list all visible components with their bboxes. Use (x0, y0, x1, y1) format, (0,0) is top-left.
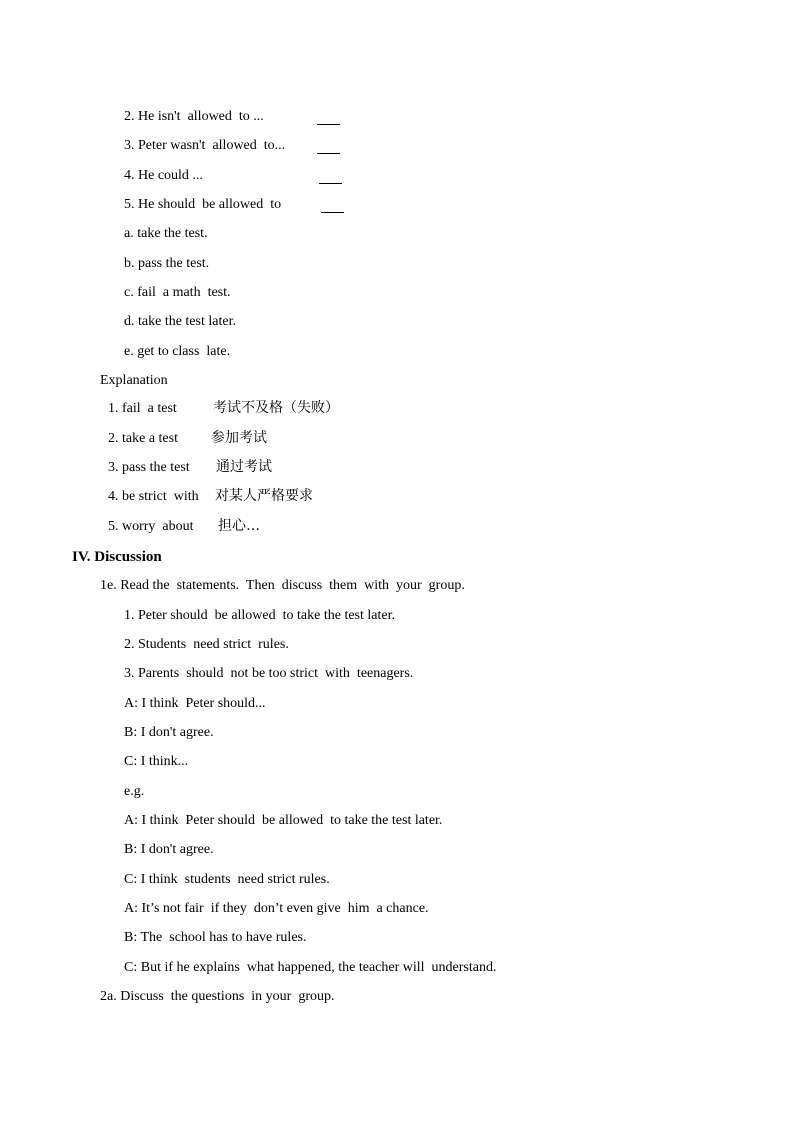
explanation-term: 4. be strict with (108, 489, 199, 504)
explanation-term: 3. pass the test (108, 460, 190, 475)
example-line: B: I don't agree. (124, 842, 214, 857)
statement: 3. Parents should not be too strict with teenagers. (124, 666, 414, 681)
statement: 2. Students need strict rules. (124, 637, 289, 652)
matching-stem: 2. He isn't allowed to ... (124, 109, 264, 124)
matching-option: b. pass the test. (124, 256, 210, 271)
example-label: e.g. (124, 784, 145, 799)
answer-blank (319, 169, 342, 184)
dialogue-prompt: C: I think... (124, 754, 189, 769)
matching-option: d. take the test later. (124, 314, 236, 329)
explanation-meaning: 考试不及格（失败） (213, 400, 339, 416)
answer-blank (321, 198, 344, 213)
matching-stem: 4. He could ... (124, 168, 203, 183)
matching-option: e. get to class late. (124, 344, 231, 359)
example-line: C: I think students need strict rules. (124, 872, 330, 887)
section-heading: IV. Discussion (72, 549, 162, 565)
matching-stem: 3. Peter wasn't allowed to... (124, 138, 286, 153)
example-line: A: It’s not fair if they don’t even give him a chance. (124, 901, 429, 916)
explanation-term: 5. worry about (108, 519, 194, 534)
statement: 1. Peter should be allowed to take the test later. (124, 608, 395, 623)
example-line: B: The school has to have rules. (124, 930, 307, 945)
explanation-meaning: 参加考试 (211, 430, 267, 446)
task-instruction: 2a. Discuss the questions in your group. (100, 989, 335, 1004)
explanation-title: Explanation (100, 373, 168, 388)
matching-stem: 5. He should be allowed to (124, 197, 282, 212)
answer-blank (317, 139, 340, 154)
explanation-meaning: 担心… (218, 518, 260, 534)
task-instruction: 1e. Read the statements. Then discuss them with your group. (100, 578, 465, 593)
matching-option: c. fail a math test. (124, 285, 231, 300)
explanation-term: 2. take a test (108, 431, 178, 446)
matching-option: a. take the test. (124, 226, 208, 241)
example-line: C: But if he explains what happened, the teacher will understand. (124, 960, 497, 975)
explanation-meaning: 对某人严格要求 (215, 488, 313, 504)
example-line: A: I think Peter should be allowed to take the test later. (124, 813, 443, 828)
answer-blank (317, 110, 340, 125)
dialogue-prompt: A: I think Peter should... (124, 696, 266, 711)
explanation-term: 1. fail a test (108, 401, 177, 416)
explanation-meaning: 通过考试 (216, 459, 272, 475)
dialogue-prompt: B: I don't agree. (124, 725, 214, 740)
